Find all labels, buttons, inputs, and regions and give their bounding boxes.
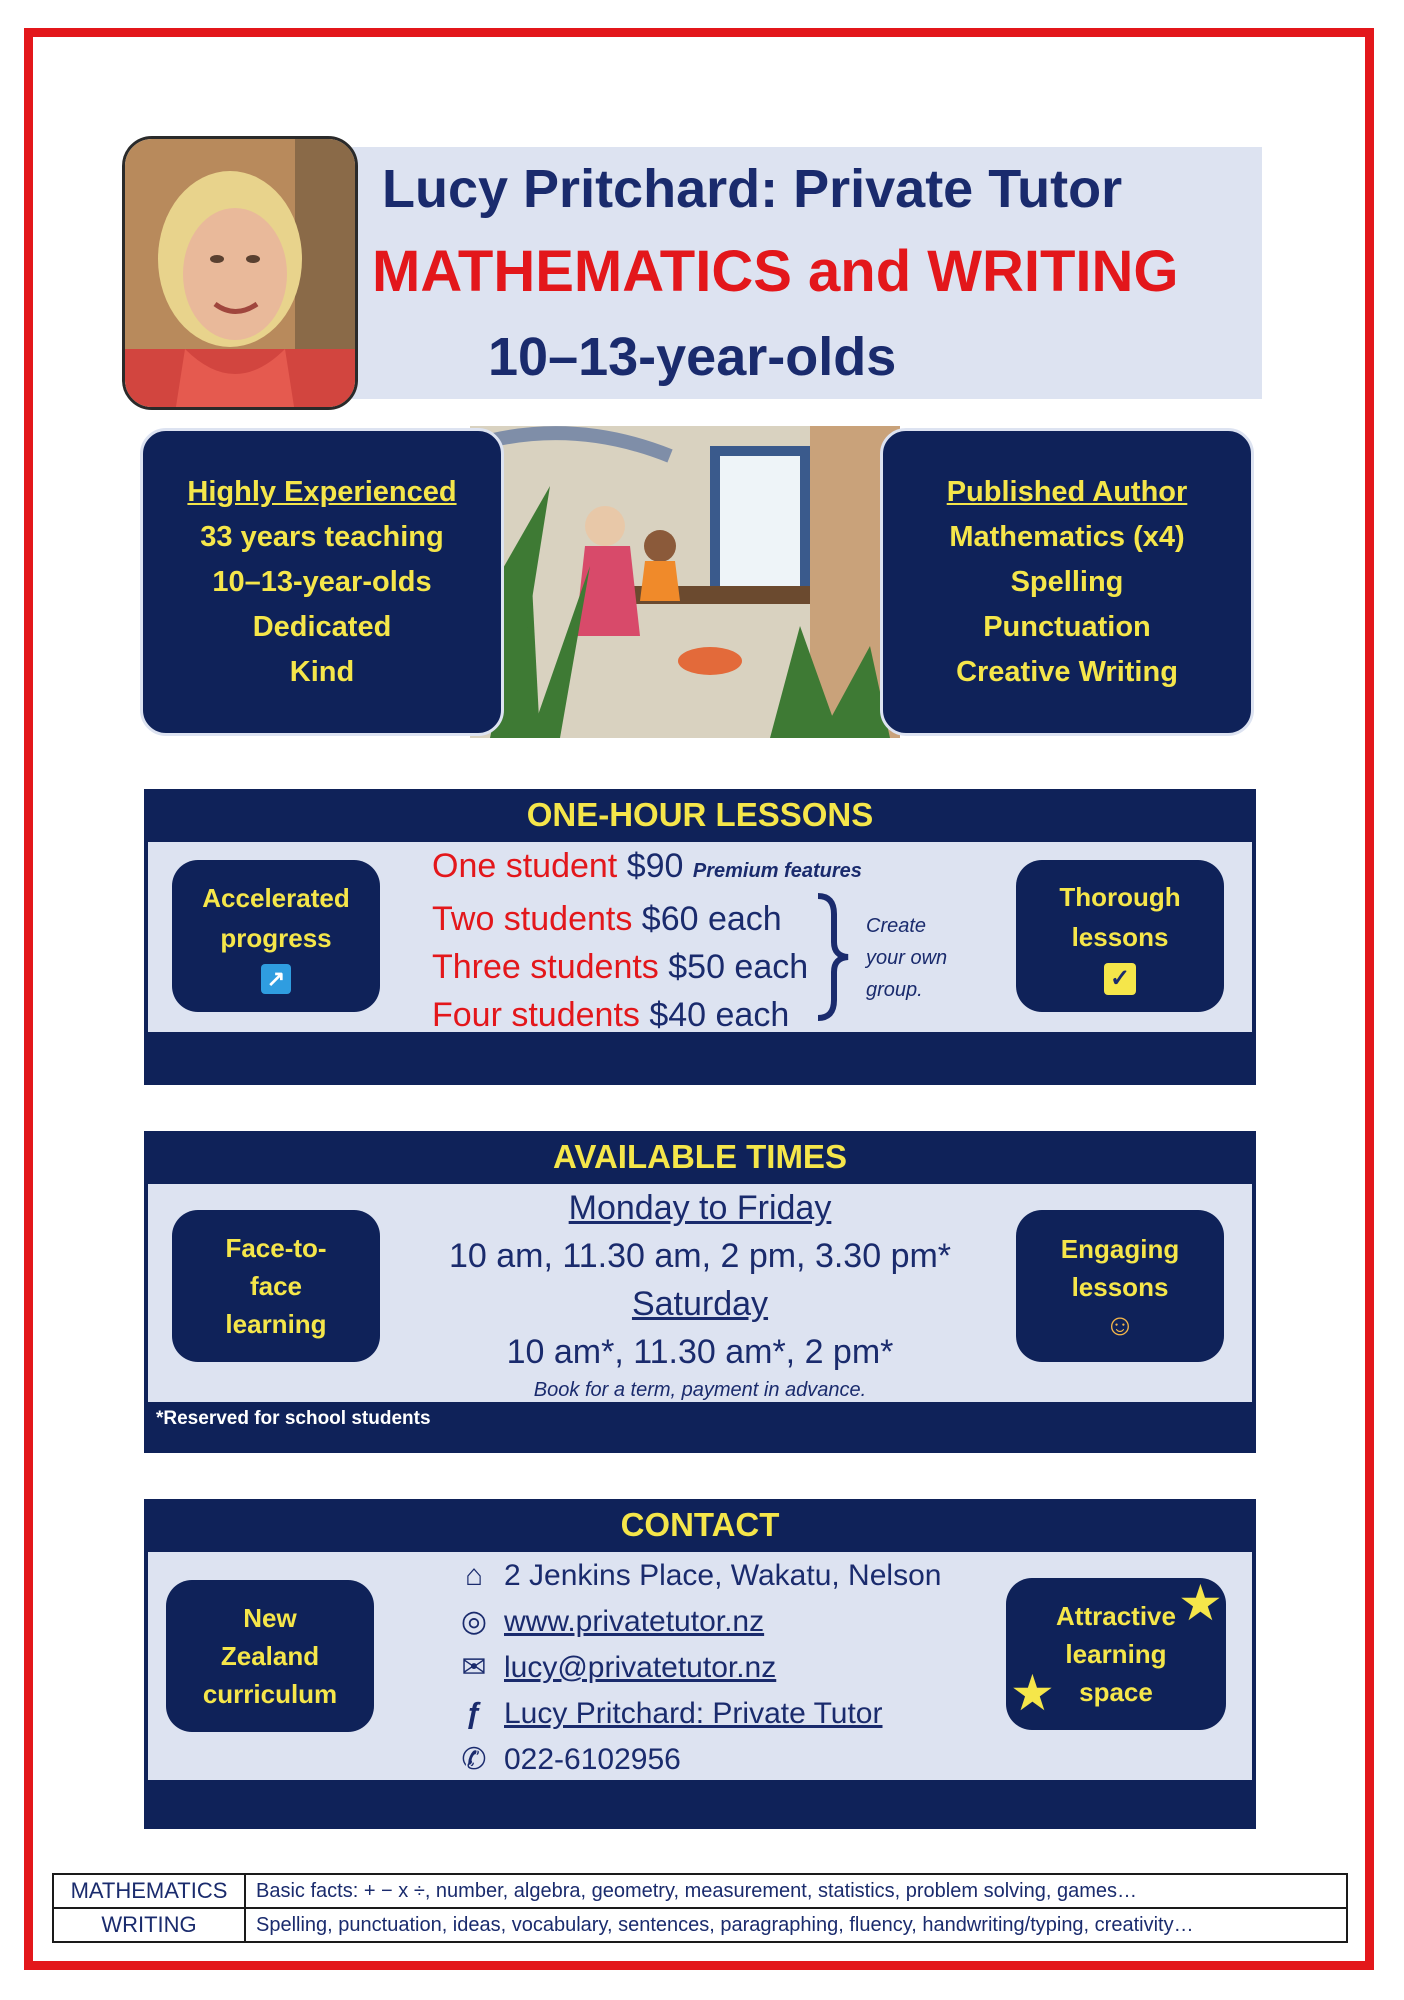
price-label: Two students <box>432 900 633 938</box>
badge-text: space <box>1079 1677 1153 1707</box>
experience-line: 10–13-year-olds <box>212 565 432 598</box>
experience-line: Dedicated <box>252 610 392 643</box>
curly-brace <box>812 892 852 1022</box>
engaging-badge <box>1016 1210 1224 1362</box>
email-link[interactable]: lucy@privatetutor.nz <box>504 1651 777 1684</box>
age-range: 10–13-year-olds <box>488 327 897 387</box>
website-row[interactable] <box>456 1599 1016 1645</box>
saturday-times: 10 am*, 11.30 am*, 2 pm* <box>506 1333 894 1371</box>
saturday-label: Saturday <box>631 1285 769 1323</box>
experience-heading: Highly Experienced <box>187 475 457 508</box>
star-icon: ★ <box>1010 1665 1055 1721</box>
facebook-icon: ƒ <box>465 1697 483 1730</box>
classroom-photo <box>470 426 900 738</box>
badge-text: progress <box>220 923 332 953</box>
badge-text: Attractive <box>1056 1601 1176 1631</box>
email-icon: ✉ <box>461 1651 487 1684</box>
price-label: Three students <box>432 948 659 986</box>
badge-text: learning <box>225 1309 327 1339</box>
experience-line: Kind <box>289 655 355 688</box>
group-note <box>866 910 986 1006</box>
website-link[interactable]: www.privatetutor.nz <box>504 1605 765 1638</box>
premium-note: Premium features <box>692 860 862 882</box>
badge-text: Zealand <box>220 1641 320 1671</box>
phone-icon: ✆ <box>461 1743 487 1776</box>
badge-text: face <box>249 1271 303 1301</box>
badge-text: learning <box>1065 1639 1167 1669</box>
times-list <box>400 1184 1000 1404</box>
price-value: $40 each <box>649 996 790 1034</box>
thorough-badge <box>1016 860 1224 1012</box>
face-to-face-badge <box>172 1210 380 1362</box>
page-title: Lucy Pritchard: Private Tutor <box>382 159 1123 219</box>
subject-cell: WRITING <box>53 1908 245 1942</box>
subjects-title: MATHEMATICS and WRITING <box>372 239 1179 304</box>
author-card <box>880 428 1254 736</box>
badge-text: lessons <box>1071 922 1169 952</box>
badge-text: Engaging <box>1060 1234 1180 1264</box>
group-note-line: Create <box>866 915 927 937</box>
facebook-link[interactable]: Lucy Pritchard: Private Tutor <box>504 1697 883 1730</box>
badge-text: New <box>243 1603 297 1633</box>
address: 2 Jenkins Place, Wakatu, Nelson <box>504 1559 942 1592</box>
phone-row[interactable] <box>456 1737 1016 1783</box>
table-row <box>53 1874 1347 1908</box>
arrow-up-right-icon: ↗ <box>261 964 291 994</box>
badge-text: Face-to- <box>225 1233 327 1263</box>
table-row <box>53 1908 1347 1942</box>
times-heading: AVAILABLE TIMES <box>144 1132 1256 1182</box>
badge-text: lessons <box>1071 1272 1169 1302</box>
group-note-line: group. <box>866 979 923 1001</box>
smiley-icon: ☺ <box>1104 1309 1136 1342</box>
reserved-note: *Reserved for school students <box>156 1408 431 1429</box>
price-value: $90 <box>626 847 684 885</box>
group-note-line: your own <box>866 947 948 969</box>
home-icon: ⌂ <box>464 1559 484 1592</box>
checkmark-icon: ✓ <box>1104 963 1136 995</box>
detail-cell: Basic facts: + − x ÷, number, algebra, geometry, measurement, statistics, problem solving, games… <box>245 1874 1347 1908</box>
phone-number[interactable]: 022-6102956 <box>504 1743 681 1776</box>
price-label: Four students <box>432 996 640 1034</box>
badge-text: curriculum <box>202 1679 338 1709</box>
price-value: $60 each <box>641 900 782 938</box>
experience-card <box>140 428 504 736</box>
price-row <box>432 842 992 895</box>
badge-text: Accelerated <box>202 883 350 913</box>
email-row[interactable] <box>456 1645 1016 1691</box>
contact-list <box>456 1553 1016 1783</box>
author-line: Mathematics (x4) <box>949 520 1185 553</box>
author-line: Spelling <box>1010 565 1124 598</box>
detail-cell: Spelling, punctuation, ideas, vocabulary, sentences, paragraphing, fluency, handwriting/typing, creativity… <box>245 1908 1347 1942</box>
globe-icon: ◎ <box>460 1605 488 1638</box>
author-heading: Published Author <box>946 475 1188 508</box>
badge-text: Thorough <box>1059 882 1181 912</box>
weekday-label: Monday to Friday <box>568 1189 832 1227</box>
weekday-times: 10 am, 11.30 am, 2 pm, 3.30 pm* <box>448 1237 952 1275</box>
author-line: Creative Writing <box>956 655 1178 688</box>
tutor-photo <box>122 136 358 410</box>
author-line: Punctuation <box>983 610 1151 643</box>
star-icon: ★ <box>1178 1575 1223 1631</box>
price-value: $50 each <box>668 948 809 986</box>
experience-line: 33 years teaching <box>200 520 444 553</box>
booking-note: Book for a term, payment in advance. <box>533 1379 867 1401</box>
facebook-row[interactable] <box>456 1691 1016 1737</box>
accelerated-badge <box>172 860 380 1012</box>
address-row <box>456 1553 1016 1599</box>
topics-table <box>52 1873 1348 1943</box>
price-label: One student <box>432 847 618 885</box>
lessons-heading: ONE-HOUR LESSONS <box>144 790 1256 840</box>
curriculum-badge <box>166 1580 374 1732</box>
subject-cell: MATHEMATICS <box>53 1874 245 1908</box>
contact-heading: CONTACT <box>144 1500 1256 1550</box>
